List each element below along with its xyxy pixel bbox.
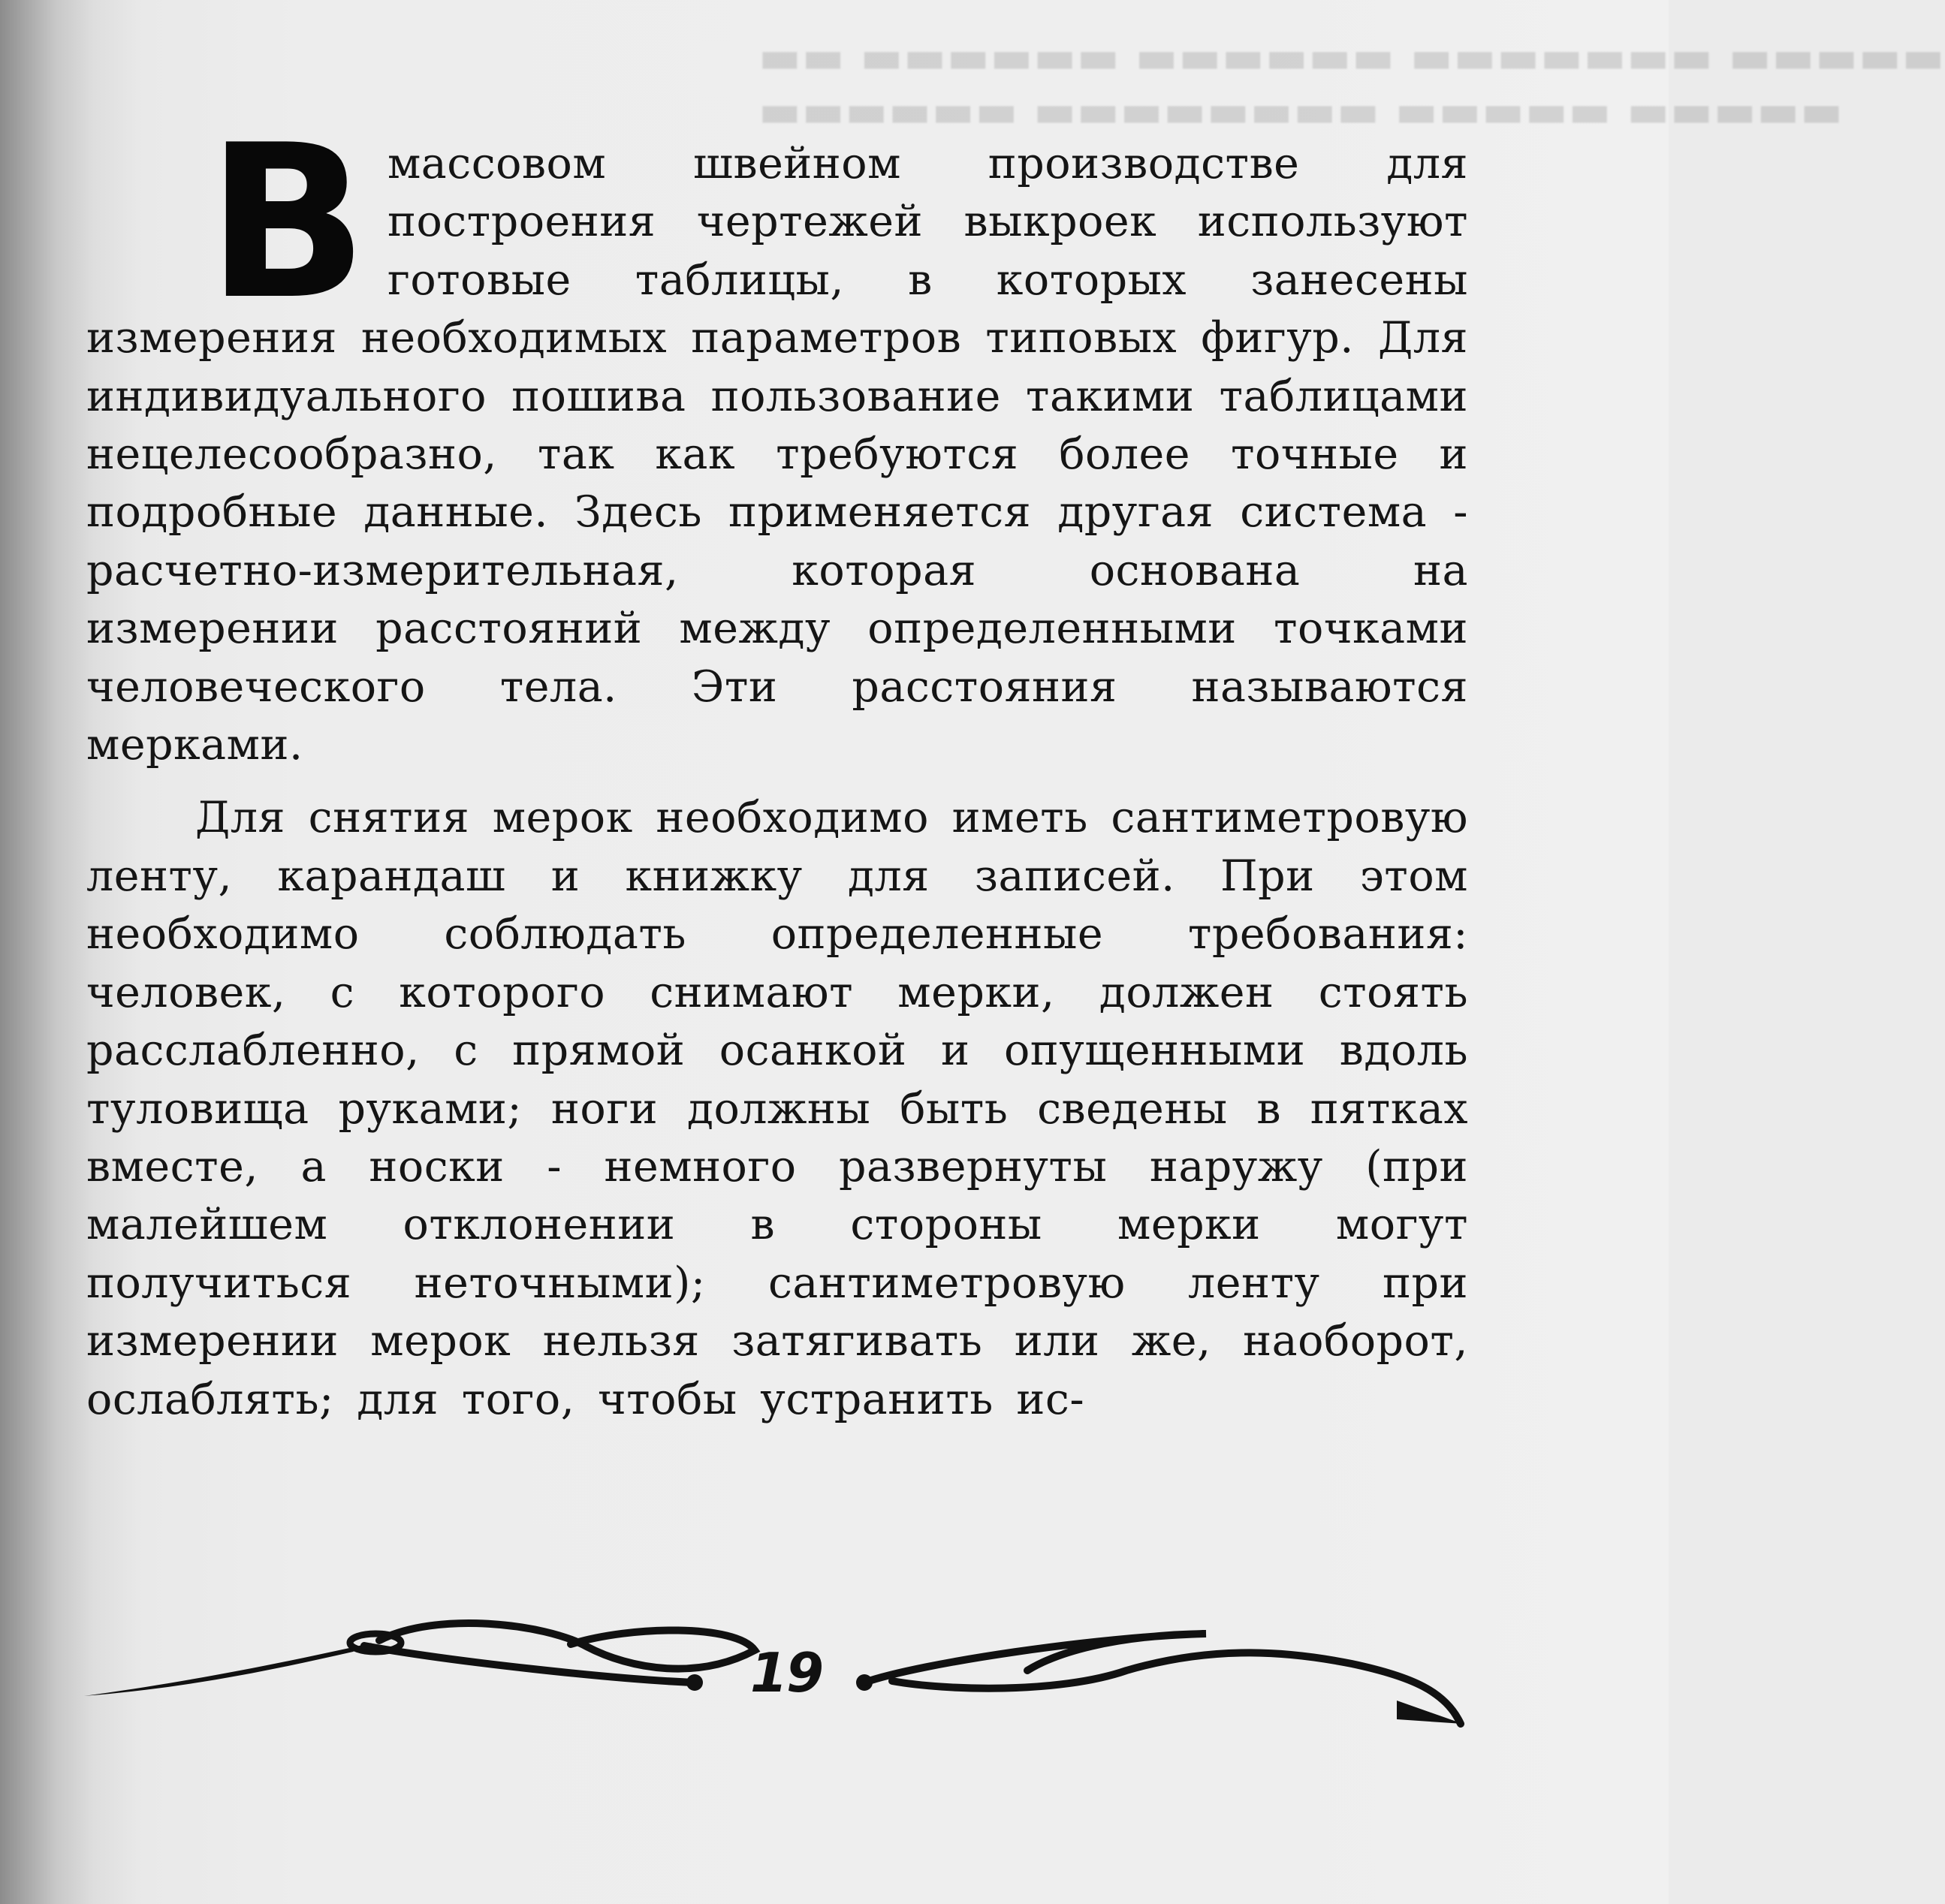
show-through-text: ▬▬ ▬▬▬▬▬▬ ▬▬▬▬▬▬ ▬▬▬▬▬▬▬ ▬▬▬▬▬ ▬▬▬▬▬▬ ▬▬▬▬▬▬▬▬ ▬▬▬▬▬ ▬▬▬▬▬ — [758, 31, 1945, 137]
second-paragraph: Для снятия мерок необходимо иметь сантиметровую ленту, карандаш и книжку для записей. При этом необходимо соблюдать определенные требования: человек, с которого снимают мерки, должен стоять расслабленно, с прямой осанкой и опущенными вдоль туловища руками; ноги должны быть сведены в пятках вместе, а носки - немного развернуты наружу (при малейшем отклонении в стороны мерки могут получиться неточными); сантиметровую ленту при измерении мерок нельзя затягивать или же, наоборот, ослаблять; для того, чтобы устранить ис- — [86, 793, 1468, 1424]
page-number: 19 — [749, 1641, 823, 1704]
drop-cap-letter: В — [207, 99, 368, 346]
first-paragraph — [86, 99, 1468, 774]
first-paragraph-text: массовом швейном производстве для построения чертежей выкроек используют готовые таблицы, в которых занесены измерения необходимых параметров типовых фигур. Для индивидуального пошива пользование такими таблицами нецелесообразно, так как требуются более точные и подробные данные. Здесь применяется другая система - расчетно-измерительная, которая основана на измерении расстояний между определенными точками человеческого тела. Эти расстояния называются мерками. — [86, 139, 1468, 770]
body-text — [86, 99, 1468, 1429]
